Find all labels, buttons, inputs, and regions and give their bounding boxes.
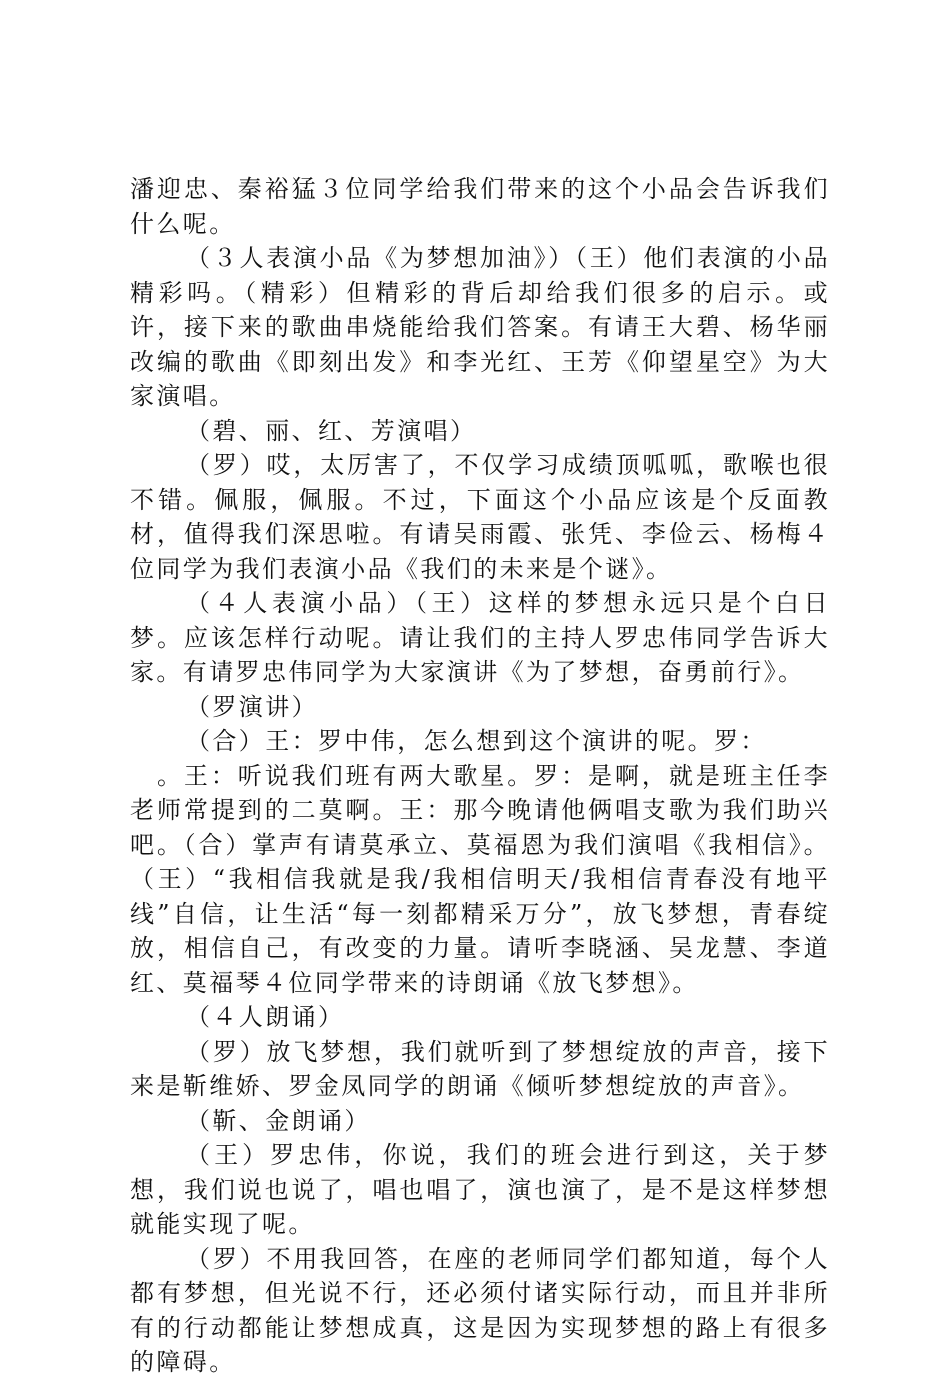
paragraph: （４人朗诵） — [186, 1003, 345, 1031]
paragraph: （罗）放飞梦想，我们就听到了梦想绽放的声音，接下来是靳维娇、罗金凤同学的朗诵《倾听梦想绽放的声音》。 — [130, 1037, 830, 1100]
paragraph: （罗演讲） — [186, 692, 318, 721]
document-body — [130, 172, 830, 1380]
paragraph: （王）罗忠伟，你说，我们的班会进行到这，关于梦想，我们说也说了，唱也唱了，演也演了，是不是这样梦想就能实现了呢。 — [130, 1141, 830, 1238]
paragraph: （罗）不用我回答，在座的老师同学们都知道，每个人都有梦想，但光说不行，还必须付诸实际行动，而且并非所有的行动都能让梦想成真，这是因为实现梦想的路上有很多的障碍。 — [130, 1244, 830, 1376]
paragraph: 。王：听说我们班有两大歌星。罗：是啊，就是班主任李老师常提到的二莫啊。王：那今晚请他俩唱支歌为我们助兴吧。（合）掌声有请莫承立、莫福恩为我们演唱《我相信》。（王）“我相信我就是我/我相信明天/我相信青春没有地平线”自信，让生活“每一刻都精采万分”，放飞梦想，青春绽放，相信自己，有改变的力量。请听李晓涵、吴龙慧、李道红、莫福琴４位同学带来的诗朗诵《放飞梦想》。 — [130, 761, 830, 997]
paragraph: （罗）哎，太厉害了，不仅学习成绩顶呱呱，歌喉也很不错。佩服，佩服。不过，下面这个小品应该是个反面教材，值得我们深思啦。有请吴雨霞、张凭、李俭云、杨梅４位同学为我们表演小品《我们的未来是个谜》。 — [130, 451, 830, 583]
paragraph: 潘迎忠、秦裕猛３位同学给我们带来的这个小品会告诉我们什么呢。 — [130, 175, 830, 238]
paragraph: （靳、金朗诵） — [186, 1106, 371, 1135]
paragraph: （合）王：罗中伟，怎么想到这个演讲的呢。罗： — [186, 727, 767, 755]
paragraph: （３人表演小品《为梦想加油》）（王）他们表演的小品精彩吗。（精彩）但精彩的背后却给我们很多的启示。或许，接下来的歌曲串烧能给我们答案。有请王大碧、杨华丽改编的歌曲《即刻出发》和李光红、王芳《仰望星空》为大家演唱。 — [130, 244, 830, 410]
paragraph: （４人表演小品）（王）这样的梦想永远只是个白日梦。应该怎样行动呢。请让我们的主持人罗忠伟同学告诉大家。有请罗忠伟同学为大家演讲《为了梦想，奋勇前行》。 — [130, 589, 830, 686]
paragraph: （碧、丽、红、芳演唱） — [186, 416, 477, 445]
